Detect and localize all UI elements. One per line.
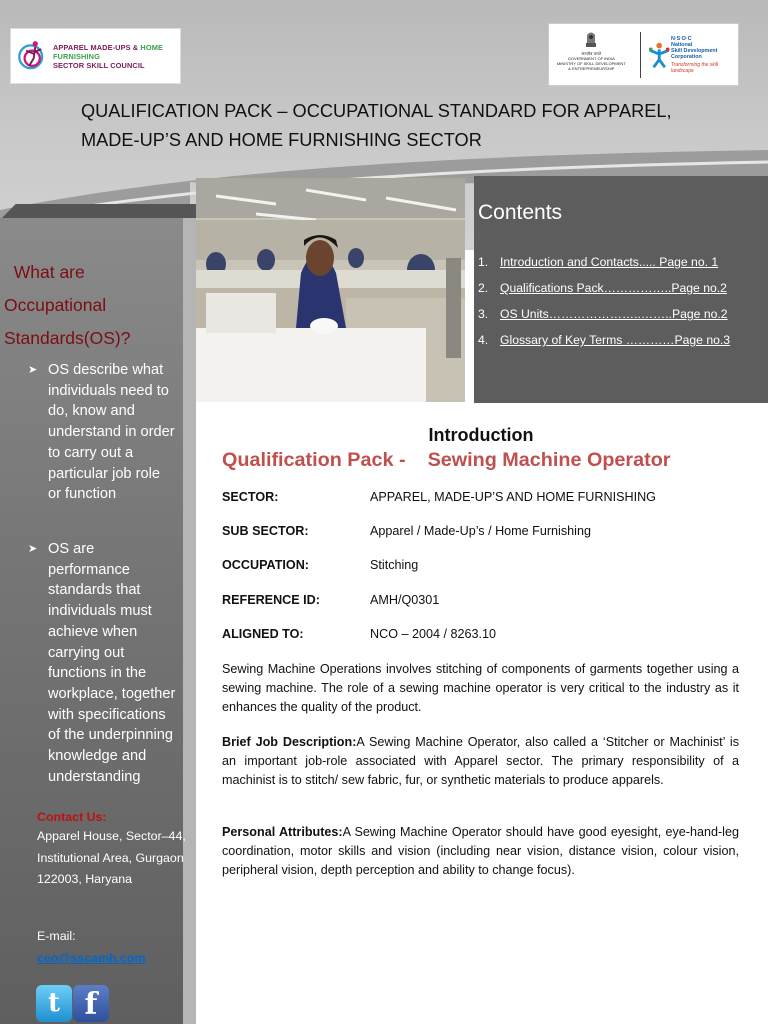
occupation-value: Stitching [370,558,419,572]
introduction-heading: Introduction [428,425,534,445]
nsdc-figure-icon [647,40,671,70]
reference-id-label: REFERENCE ID: [222,593,320,607]
personal-attributes-paragraph [222,823,739,881]
reference-id-value: AMH/Q0301 [370,593,440,607]
qualification-pack-title [222,449,670,472]
arrow-bullet-icon: ➤ [28,364,38,376]
gov-of-india-block [549,27,634,83]
nsdc-tagline: Transforming the skill landscape [670,61,719,74]
logo-separator [640,32,641,78]
toc-item-label[interactable]: Qualifications Pack……………..Page no.2 [500,281,727,295]
os-bullet-2 [28,539,176,787]
aligned-to-value: NCO – 2004 / 8263.10 [370,627,497,641]
toc-item-number: 3. [478,307,489,321]
contact-title: Contact Us: [37,810,107,824]
toc-item[interactable] [478,327,763,353]
nsdc-text-block [671,36,738,74]
qp-label: Qualification Pack - [222,449,406,471]
nsdc-abbr: N·S·D·C [670,35,692,42]
toc-item-label[interactable]: OS Units…………………..……..Page no.2 [500,307,728,321]
toc-item-number: 1. [478,255,489,269]
contents-title: Contents [478,201,563,224]
toc-item[interactable] [478,275,763,301]
page-title: QUALIFICATION PACK – OCCUPATIONAL STANDARD FOR APPAREL, MADE-UP’S AND HOME FURNISHING SECTOR [81,101,672,150]
toc-item-number: 4. [478,333,489,347]
toc-item-number: 2. [478,281,489,295]
sector-skill-council-logo [10,28,181,84]
personal-attributes-label: Personal Attributes: [222,825,343,839]
government-nsdc-logo [548,23,739,86]
qp-role: Sewing Machine Operator [427,449,671,471]
toc-item[interactable] [478,301,763,327]
toc-item-label[interactable]: Introduction and Contacts..... Page no. 1 [500,255,719,269]
facebook-icon[interactable]: f [73,985,109,1022]
job-description-paragraph [222,733,739,791]
toc-item-label[interactable]: Glossary of Key Terms …………Page no.3 [500,333,731,347]
os-heading-text: What are Occupational Standards(OS)? [4,262,131,348]
sidebar-edge [183,218,196,1024]
gov-line1: GOVERNMENT OF INDIA [567,55,615,61]
table-of-contents [478,249,763,353]
job-description-label: Brief Job Description: [222,735,357,749]
nsdc-line2: Skill Development [670,47,718,54]
personal-attributes-text: A Sewing Machine Operator should have good eyesight, eye-hand-leg coordination, motor skills and vision (including near vision, distance vision, colour vision, peripheral vision, depth perception and ability to change focus). [222,825,739,878]
sector-label: SECTOR: [222,490,279,504]
toc-item[interactable] [478,249,763,275]
arrow-bullet-icon: ➤ [28,543,38,555]
occupation-label: OCCUPATION: [222,558,309,572]
os-bullet-1 [28,360,176,505]
sub-sector-label: SUB SECTOR: [222,524,309,538]
contact-address: Apparel House, Sector–44, Institutional Area, Gurgaon 122003, Haryana [37,829,186,887]
os-bullet-1-text: OS describe what individuals need to do, know and understand in order to carry out a particular job role or function [48,362,175,503]
dancer-logo-icon [17,33,49,79]
intro-paragraph: Sewing Machine Operations involves stitching of components of garments together using a sewing machine. The role of a sewing machine operator is very critical to the industry as it enhances the quality of the product. [222,662,739,715]
gov-hindi-text: सत्यमेव जयते [581,50,602,56]
os-heading [4,256,176,355]
logo-madeups-text: MADE-UPS & [90,42,139,52]
twitter-icon[interactable]: t [36,985,72,1022]
email-link[interactable]: ceo@sscamh.com [37,951,146,965]
aligned-to-label: ALIGNED TO: [222,627,304,641]
email-label: E-mail: [37,929,76,943]
national-emblem-icon [583,29,599,51]
sewing-factory-photo [196,178,465,402]
os-bullet-2-text: OS are performance standards that individuals must achieve when carrying out functions in the workplace, together with specifications of the underpinning knowledge and understanding [48,541,176,785]
job-description-text: A Sewing Machine Operator, also called a ‘Stitcher or Machinist’ is an important job-role associated with Apparel sector. The primary responsibility of a machinist is to stitch/ sew fabric, fur, or synthetic materials to produce apparels. [222,735,739,788]
logo-homefurnishing-text: HOME FURNISHING [52,42,163,61]
sub-sector-value: Apparel / Made-Up’s / Home Furnishing [370,524,591,538]
gov-line2: MINISTRY OF SKILL DEVELOPMENT [556,60,626,66]
logo-apparel-text: APPAREL [52,42,89,52]
gov-line3: & ENTREPRENEURSHIP [568,65,615,71]
sector-value: APPAREL, MADE-UP’S AND HOME FURNISHING [370,490,656,504]
logo-ssc-text: SECTOR SKILL COUNCIL [52,60,145,70]
nsdc-line1: National [670,41,693,48]
nsdc-line3: Corporation [670,53,702,60]
